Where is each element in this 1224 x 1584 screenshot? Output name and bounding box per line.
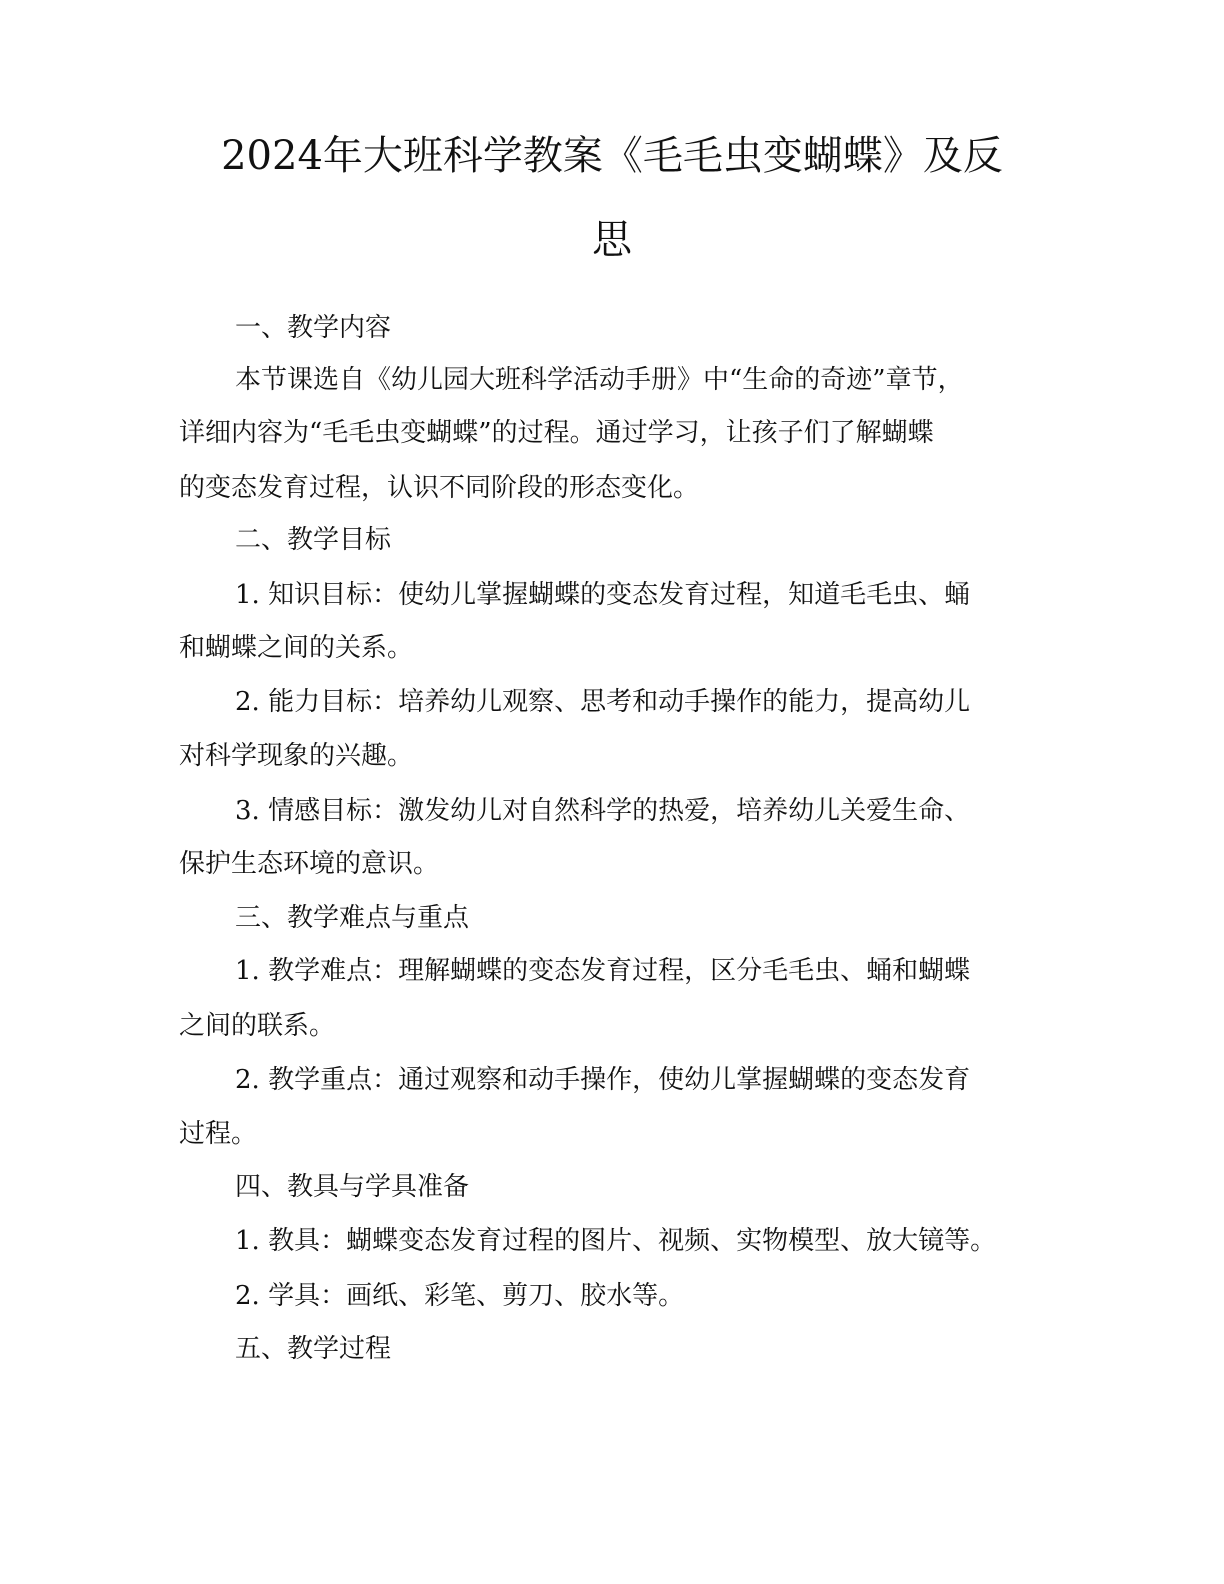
section-heading-materials: 四、教具与学具准备 — [235, 1172, 470, 1202]
list-item-line: 和蝴蝶之间的关系。 — [179, 633, 414, 663]
list-item-line: 3. 情感目标：激发幼儿对自然科学的热爱，培养幼儿关爱生命、 — [235, 796, 971, 826]
document-title-line-2: 思 — [592, 217, 632, 263]
section-heading-difficulties: 三、教学难点与重点 — [235, 903, 470, 933]
list-item-line: 对科学现象的兴趣。 — [179, 741, 414, 771]
list-item-line: 2. 能力目标：培养幼儿观察、思考和动手操作的能力，提高幼儿 — [235, 687, 971, 717]
list-item-line: 保护生态环境的意识。 — [179, 849, 440, 879]
list-item-line: 1. 教具：蝴蝶变态发育过程的图片、视频、实物模型、放大镜等。 — [235, 1226, 997, 1256]
section-heading-process: 五、教学过程 — [235, 1334, 392, 1364]
section-heading-teaching-goals: 二、教学目标 — [235, 525, 392, 555]
section-heading-teaching-content: 一、教学内容 — [235, 313, 392, 343]
list-item-line: 之间的联系。 — [179, 1011, 336, 1041]
list-item-line: 1. 教学难点：理解蝴蝶的变态发育过程，区分毛毛虫、蛹和蝴蝶 — [235, 956, 971, 986]
paragraph-line: 的变态发育过程，认识不同阶段的形态变化。 — [179, 473, 700, 503]
paragraph-line: 详细内容为“毛毛虫变蝴蝶”的过程。通过学习，让孩子们了解蝴蝶 — [179, 418, 934, 448]
list-item-line: 2. 学具：画纸、彩笔、剪刀、胶水等。 — [235, 1281, 685, 1311]
list-item-line: 1. 知识目标：使幼儿掌握蝴蝶的变态发育过程，知道毛毛虫、蛹 — [235, 580, 971, 610]
document-title-line-1: 2024年大班科学教案《毛毛虫变蝴蝶》及反 — [221, 133, 1003, 179]
paragraph-line: 本节课选自《幼儿园大班科学活动手册》中“生命的奇迹”章节， — [235, 365, 964, 395]
list-item-line: 过程。 — [179, 1119, 258, 1149]
list-item-line: 2. 教学重点：通过观察和动手操作，使幼儿掌握蝴蝶的变态发育 — [235, 1065, 971, 1095]
